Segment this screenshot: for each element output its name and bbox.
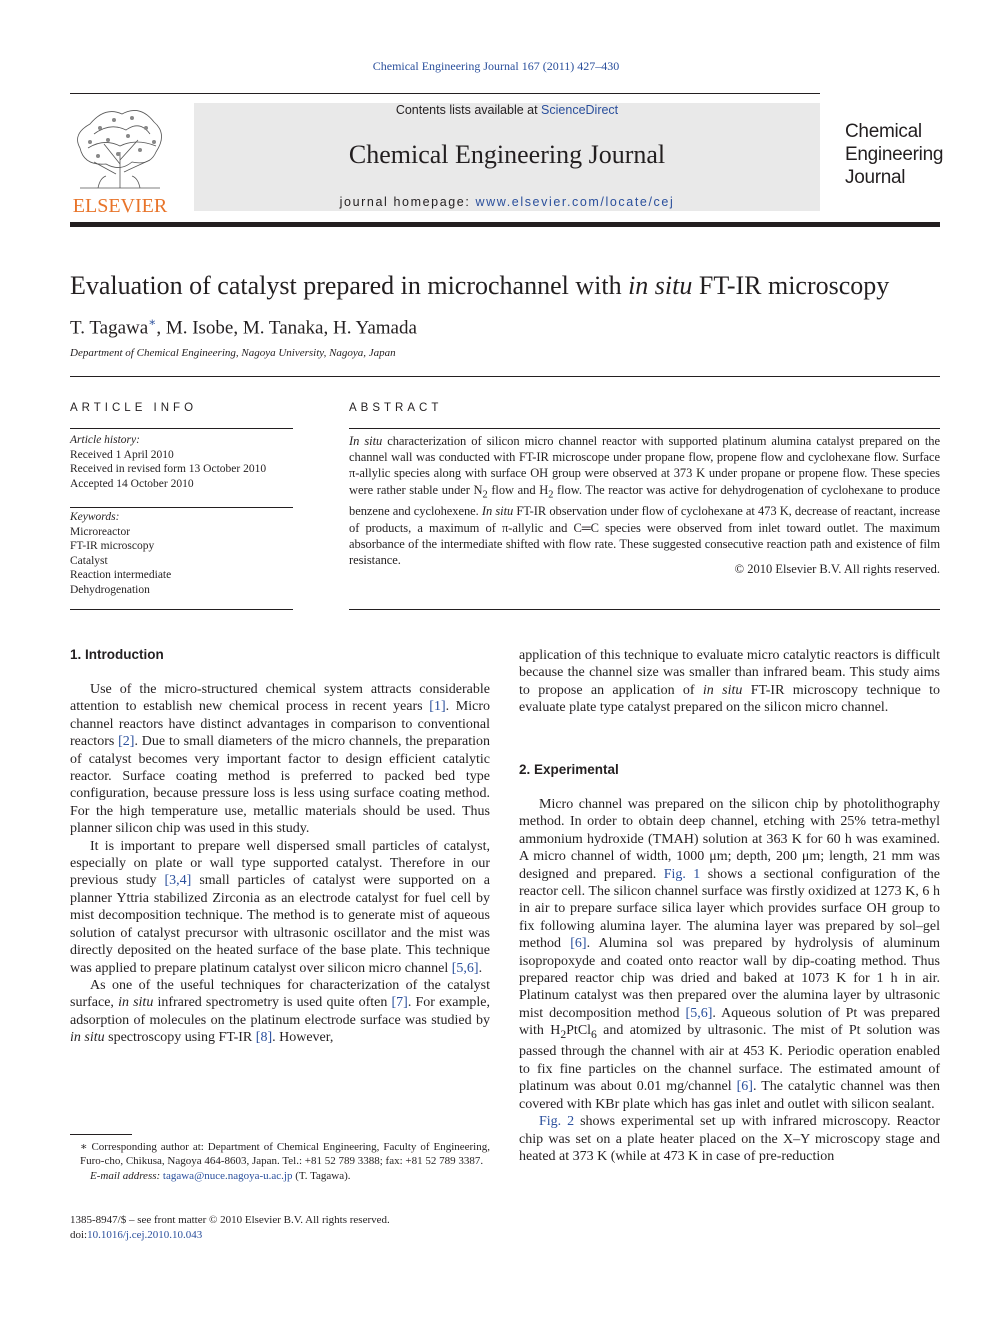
abstract-rule [349, 428, 940, 429]
paragraph: Fig. 2 shows experimental set up with infrared microscopy. Reactor chip was set on a plate heater placed on the X–Y microscopy stage and heated at 373 K (while at 473 K in case of pre-reduction [519, 1114, 940, 1164]
paragraph: application of this technique to evaluate micro catalytic reactors is difficult because the channel size was smaller than infrared beam. This study aims to propose an application of in situ FT-IR microscopy technique to evaluate plate type catalyst prepared on the silicon micro channel. [519, 648, 941, 716]
homepage-link[interactable]: www.elsevier.com/locate/cej [475, 195, 675, 209]
abstract-text: In situ characterization of silicon micro channel reactor with supported platinum alumina catalyst prepared on the channel wall was conducted with FT-IR microscope under propane flow, propene flow and cyclohexane flow. Surface π-allylic species along with surface OH group were observed at 373 K under propane or propene flow. These species were rather stable under $N_2$ flow and $H_2$ flow. The reactor was active for dehydrogenation of cyclohexane to produce benzene and cyclohexene. In situ FT-IR observation under flow of cyclohexane at 473 K, decrease of reactant, increase of products, a maximum of π-allylic and C═C species were observed from inlet toward outlet. The maximum absorbance of the intermediate shifted with flow rate. These suggested consecutive reaction path and existence of film resistance. [349, 434, 941, 567]
article-info-rule [70, 609, 293, 610]
keyword: Catalyst [70, 554, 108, 567]
abstract-rule [349, 609, 940, 610]
paragraph: Use of the micro-structured chemical system attracts considerable attention to establish new chemical process in recent years [1]. Micro channel reactors have distinct advantages in comparison to conventional reactors [2]. Due to small diameters of the micro channels, the preparation of catalyst becomes very important factor to design efficient catalytic reactor. Surface coating method is preferred to packed bed type configuration, because pressure loss is less using surface coating method. For the high temperature use, metallic materials should be used. Thus planner silicon chip was used in this study. [70, 682, 491, 837]
journal-homepage [194, 195, 820, 209]
contents-line [194, 103, 820, 117]
elsevier-logo[interactable] [70, 104, 170, 216]
abstract-copyright: © 2010 Elsevier B.V. All rights reserved. [734, 562, 940, 576]
footnote-email: E-mail address: tagawa@nuce.nagoya-u.ac.jp (T. Tagawa). [90, 1169, 351, 1182]
doi-line: doi:10.1016/j.cej.2010.10.043 [70, 1229, 203, 1241]
reference-link[interactable]: [5,6] [451, 960, 479, 976]
brand-line: Journal [845, 167, 906, 188]
revised-date: Received in revised form 13 October 2010 [70, 463, 267, 475]
header-thick-rule [70, 222, 940, 227]
figure-link[interactable]: Fig. 2 [539, 1114, 575, 1130]
paragraph: It is important to prepare well dispersed small particles of catalyst, especially on plate or wall type supported catalyst. Therefore in our previous study [3,4] small particles of catalyst were supported on a planner Yttria stabilized Zirconia as an electrode catalyst for fuel cell by mist decomposition technique. The method is to generate mist of aqueous solution of catalyst precursor with ultrasonic oscillator and the mist was directly deposited on the heated surface of the base plate. This technique was applied to prepare platinum catalyst over silicon micro channel [5,6]. [70, 838, 490, 976]
received-date: Received 1 April 2010 [70, 448, 174, 461]
footnote-rule [70, 1134, 132, 1135]
footnote-text: ∗ Corresponding author at: Department of Chemical Engineering, Faculty of Engineering, Furo-cho, Chikusa, Nagoya 464-8603, Japan. Tel.: +81 52 789 3388; fax: +81 52 789 3387. [80, 1141, 490, 1168]
reference-link[interactable]: [5,6] [685, 1005, 713, 1021]
journal-name: Chemical Engineering Journal [348, 140, 666, 169]
paragraph: Micro channel was prepared on the silicon chip by photolithography method. In order to obtain deep channel, etching with 25% tetra-methyl ammonium hydroxide (TMAH) solution at 363 K for 60 h was examined. A micro channel of width, 1000 μm; depth, 200 μm; length, 21 mm was designed and prepared. Fig. 1 shows a sectional configuration of the reactor cell. The silicon channel surface was firstly oxidized at 1273 K, 6 h in air to prepare surface silica layer which provides surface OH group to fix following alumina layer. The alumina layer was prepared by sol–gel method [6]. Alumina sol was prepared by hydrolysis of aluminum isopropoxyde and coated onto reactor wall by dip-coating method. Thus prepared reactor chip was dried and baked at 1073 K for 1 h in air. Platinum catalyst was then prepared over the alumina layer by ultrasonic mist decomposition method [5,6]. Aqueous solution of Pt was prepared with $H_2PtCl_6$ and atomized by ultrasonic. The mist of Pt solution was passed through the channel with air at 453 K. Periodic operation enabled to fix fine particles on the channel surface. The estimated amount of platinum was about 0.01 mg/channel [6]. The catalytic channel was then covered with KBr plate which has gas inlet and outlet with silicon sealant. [519, 797, 941, 1112]
email-link[interactable]: tagawa@nuce.nagoya-u.ac.jp [162, 1169, 293, 1182]
right-column-intro-continued [519, 647, 940, 717]
abstract-heading: ABSTRACT [349, 402, 443, 414]
right-column-experimental [519, 796, 940, 1165]
history-label: Article history: [70, 434, 140, 446]
figure-link[interactable]: Fig. 1 [663, 866, 701, 882]
left-column [70, 681, 490, 1047]
article-history [70, 433, 293, 491]
elsevier-tree-icon [70, 104, 170, 216]
journal-citation[interactable]: Chemical Engineering Journal 167 (2011) 427–430 [372, 59, 620, 73]
brand-line: Engineering [845, 144, 944, 165]
section-heading-experimental: 2. Experimental [519, 762, 619, 777]
article-info-rule [70, 428, 293, 429]
reference-link[interactable]: [1] [429, 699, 446, 715]
reference-link[interactable]: [2] [118, 734, 135, 750]
keyword: FT-IR microscopy [70, 540, 155, 552]
title-rule [70, 376, 940, 377]
reference-link[interactable]: [8] [255, 1030, 273, 1046]
corresponding-author-mark[interactable]: ∗ [148, 315, 157, 329]
article-info-heading: ARTICLE INFO [70, 402, 198, 414]
sciencedirect-link[interactable]: ScienceDirect [541, 103, 619, 117]
contents-prefix: Contents lists available at [395, 103, 542, 117]
author-list: T. Tagawa∗, M. Isobe, M. Tanaka, H. Yamada [70, 315, 417, 339]
brand-line: Chemical [845, 121, 922, 142]
reference-link[interactable]: [7] [391, 995, 408, 1011]
elsevier-wordmark: ELSEVIER [72, 195, 168, 216]
corresponding-author-footnote [70, 1140, 490, 1183]
keywords-label: Keywords: [70, 511, 120, 523]
issn-doi [70, 1213, 390, 1243]
accepted-date: Accepted 14 October 2010 [70, 477, 194, 490]
paragraph: As one of the useful techniques for characterization of the catalyst surface, in situ infrared spectrometry is used quite often [7]. For example, adsorption of molecules on the platinum electrode surface was studied by in situ spectroscopy using FT-IR [8]. However, [70, 977, 490, 1046]
article-title: Evaluation of catalyst prepared in microchannel with in situ FT-IR microscopy [70, 271, 890, 300]
affiliation: Department of Chemical Engineering, Nagoya University, Nagoya, Japan [70, 347, 396, 359]
doi-link[interactable]: 10.1016/j.cej.2010.10.043 [87, 1229, 203, 1241]
reference-link[interactable]: [6] [736, 1079, 753, 1095]
keyword: Microreactor [70, 525, 131, 538]
keyword: Dehydrogenation [70, 583, 150, 596]
issn-line: 1385-8947/$ – see front matter © 2010 Elsevier B.V. All rights reserved. [70, 1214, 390, 1226]
journal-brand [845, 120, 955, 189]
section-heading-introduction: 1. Introduction [70, 647, 164, 662]
homepage-prefix: journal homepage: [339, 195, 476, 209]
reference-link[interactable]: [6] [570, 936, 587, 952]
keyword: Reaction intermediate [70, 569, 172, 581]
reference-link[interactable]: [3,4] [164, 873, 192, 889]
article-info-rule [70, 507, 293, 508]
header-top-rule [70, 93, 820, 94]
keywords [70, 510, 293, 597]
